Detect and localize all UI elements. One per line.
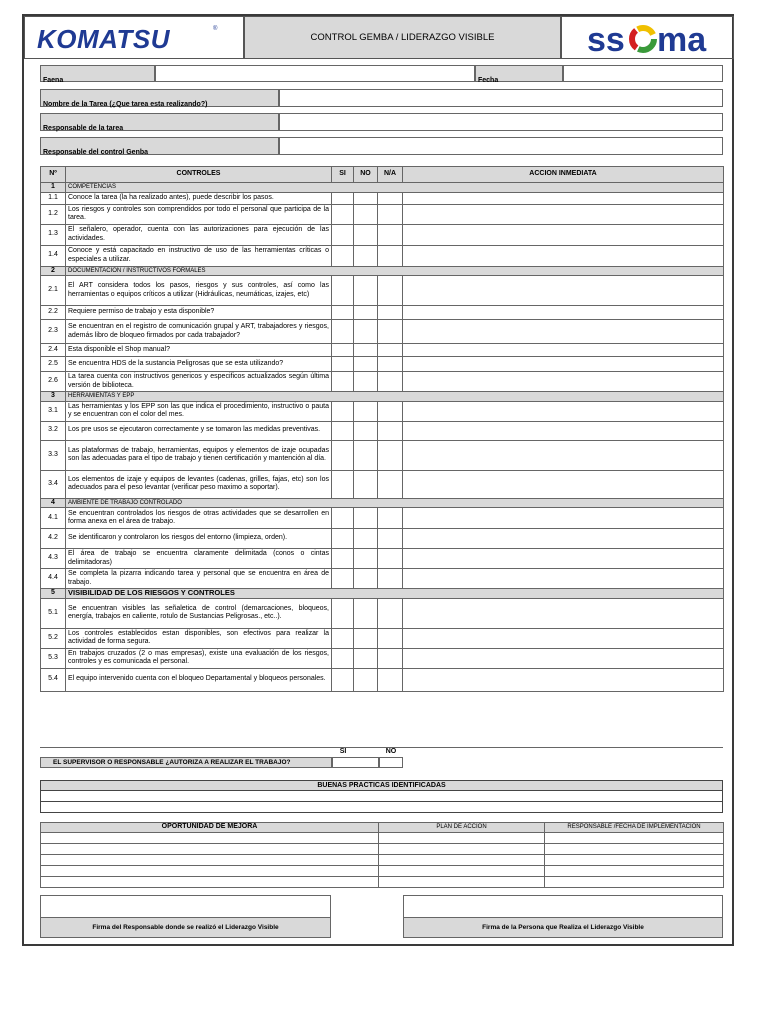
section-number: 5: [41, 589, 66, 599]
accion-inmediata-field[interactable]: [403, 306, 724, 320]
accion-inmediata-field[interactable]: [403, 320, 724, 344]
si-checkbox[interactable]: [332, 508, 354, 529]
accion-inmediata-field[interactable]: [403, 628, 724, 648]
faena-field[interactable]: [155, 65, 475, 82]
accion-inmediata-field[interactable]: [403, 421, 724, 440]
section-row: [41, 266, 724, 276]
accion-inmediata-field[interactable]: [403, 357, 724, 372]
responsable-fecha-field[interactable]: [545, 877, 724, 888]
accion-inmediata-field[interactable]: [403, 192, 724, 204]
accion-inmediata-field[interactable]: [403, 204, 724, 224]
section-number: 4: [41, 498, 66, 508]
na-checkbox[interactable]: [378, 357, 403, 372]
accion-inmediata-field[interactable]: [403, 668, 724, 691]
checklist-row: [41, 245, 724, 266]
item-text: El equipo intervenido cuenta con el bloqueo Departamental y bloqueos personales.: [66, 668, 332, 691]
item-number: 4.4: [41, 569, 66, 589]
mejora-row: [41, 877, 724, 888]
checklist-row: [41, 549, 724, 569]
accion-inmediata-field[interactable]: [403, 549, 724, 569]
responsable-fecha-field[interactable]: [545, 833, 724, 844]
si-checkbox[interactable]: [332, 204, 354, 224]
responsable-fecha-field[interactable]: [545, 844, 724, 855]
section-row: [41, 392, 724, 402]
accion-inmediata-field[interactable]: [403, 440, 724, 470]
si-checkbox[interactable]: [332, 276, 354, 306]
item-number: 1.2: [41, 204, 66, 224]
section-title: COMPETENCIAS: [66, 183, 724, 193]
responsable-control-label: Responsable del control Genba: [40, 137, 279, 155]
col-na-header: N/A: [378, 167, 403, 183]
na-checkbox[interactable]: [378, 440, 403, 470]
si-checkbox[interactable]: [332, 628, 354, 648]
item-text: Se completa la pizarra indicando tarea y personal que se encuentra en área de trabajo.: [66, 569, 332, 589]
buenas-practicas-header: BUENAS PRACTICAS IDENTIFICADAS: [40, 780, 723, 791]
na-checkbox[interactable]: [378, 648, 403, 668]
checklist-row: [41, 470, 724, 498]
si-checkbox[interactable]: [332, 440, 354, 470]
checklist-row: [41, 401, 724, 421]
item-number: 2.1: [41, 276, 66, 306]
responsable-tarea-label: Responsable de la tarea: [40, 113, 279, 131]
item-text: Los elementos de izaje y equipos de levantes (cadenas, grilles, fajas, etc) son los adecuados para el peso levantar (verificar peso maximo a soportar).: [66, 470, 332, 498]
responsable-control-field[interactable]: [279, 137, 723, 155]
authorization-si-box[interactable]: [332, 757, 379, 768]
section-title: VISIBILIDAD DE LOS RIESGOS Y CONTROLES: [66, 589, 724, 599]
si-checkbox[interactable]: [332, 401, 354, 421]
plan-accion-field[interactable]: [379, 855, 545, 866]
registered-mark-icon: ®: [213, 26, 218, 32]
header-right-logo-box: [561, 16, 734, 59]
checklist-row: [41, 648, 724, 668]
item-text: Se encuentran controlados los riesgos de otras actividades que se desarrollen en forma anexa en el área de trabajo.: [66, 508, 332, 529]
komatsu-logo: KOMATSU: [37, 24, 171, 54]
item-text: Requiere permiso de trabajo y esta disponible?: [66, 306, 332, 320]
na-checkbox[interactable]: [378, 508, 403, 529]
item-number: 5.2: [41, 628, 66, 648]
no-checkbox[interactable]: [354, 440, 378, 470]
section-number: 2: [41, 266, 66, 276]
item-text: Se encuentran visibles las señaletica de control (demarcaciones, bloqueos, energía, trabajos en caliente, rotulo de Sustancias Peligrosas., etc..).: [66, 598, 332, 628]
item-text: Las plataformas de trabajo, herramientas, equipos y elementos de izaje ocupadas son las adecuadas para el tipo de trabajo y tienen certificación y mantención al día.: [66, 440, 332, 470]
na-checkbox[interactable]: [378, 372, 403, 392]
accion-inmediata-field[interactable]: [403, 508, 724, 529]
faena-label: Faena: [40, 65, 155, 82]
tarea-field[interactable]: [279, 89, 723, 107]
item-number: 1.4: [41, 245, 66, 266]
na-checkbox[interactable]: [378, 668, 403, 691]
col-controles-header: CONTROLES: [66, 167, 332, 183]
form-sheet: [22, 14, 734, 946]
col-accion-header: ACCION INMEDIATA: [403, 167, 724, 183]
accion-inmediata-field[interactable]: [403, 224, 724, 245]
no-checkbox[interactable]: [354, 569, 378, 589]
item-number: 1.3: [41, 224, 66, 245]
mejora-row: [41, 833, 724, 844]
item-text: Se identificaron y controlaron los riesgos del entorno (limpieza, orden).: [66, 529, 332, 549]
checklist-row: [41, 440, 724, 470]
no-checkbox[interactable]: [354, 421, 378, 440]
item-text: El área de trabajo se encuentra claramente delimitada (conos o cintas delimitadoras): [66, 549, 332, 569]
item-text: Se encuentran en el registro de comunicación grupal y ART, trabajadores y riesgos, además libro de bloqueo firmados por cada trabajador?: [66, 320, 332, 344]
item-text: La tarea cuenta con instructivos genericos y especificos actualizados según última versión de biblioteca.: [66, 372, 332, 392]
na-checkbox[interactable]: [378, 204, 403, 224]
checklist-row: [41, 204, 724, 224]
firma-responsable-label: Firma del Responsable donde se realizó el Liderazgo Visible: [40, 917, 331, 938]
na-checkbox[interactable]: [378, 306, 403, 320]
item-number: 3.4: [41, 470, 66, 498]
checklist-row: [41, 372, 724, 392]
accion-inmediata-field[interactable]: [403, 569, 724, 589]
no-checkbox[interactable]: [354, 648, 378, 668]
na-checkbox[interactable]: [378, 320, 403, 344]
checklist-row: [41, 421, 724, 440]
checklist-row: [41, 668, 724, 691]
header-title-box: [244, 16, 561, 59]
col-no-header: NO: [354, 167, 378, 183]
oportunidad-field[interactable]: [41, 855, 379, 866]
svg-text:ma: ma: [657, 21, 707, 57]
na-checkbox[interactable]: [378, 421, 403, 440]
item-number: 1.1: [41, 192, 66, 204]
no-checkbox[interactable]: [354, 372, 378, 392]
firma-persona-label: Firma de la Persona que Realiza el Liderazgo Visible: [403, 917, 723, 938]
na-checkbox[interactable]: [378, 344, 403, 357]
item-text: El señalero, operador, cuenta con las autorizaciones para ejecución de las actividades.: [66, 224, 332, 245]
authorization-si-label: SI: [339, 748, 347, 755]
item-number: 2.5: [41, 357, 66, 372]
item-number: 3.2: [41, 421, 66, 440]
item-number: 2.2: [41, 306, 66, 320]
item-number: 3.3: [41, 440, 66, 470]
item-text: Esta disponible el Shop manual?: [66, 344, 332, 357]
fecha-field[interactable]: [563, 65, 723, 82]
na-checkbox[interactable]: [378, 628, 403, 648]
si-checkbox[interactable]: [332, 320, 354, 344]
section-title: AMBIENTE DE TRABAJO CONTROLADO: [66, 498, 724, 508]
checklist-row: [41, 598, 724, 628]
si-checkbox[interactable]: [332, 192, 354, 204]
accion-inmediata-field[interactable]: [403, 648, 724, 668]
no-checkbox[interactable]: [354, 224, 378, 245]
plan-accion-header: PLAN DE ACCION: [379, 823, 545, 833]
na-checkbox[interactable]: [378, 245, 403, 266]
si-checkbox[interactable]: [332, 549, 354, 569]
si-checkbox[interactable]: [332, 470, 354, 498]
oportunidad-field[interactable]: [41, 844, 379, 855]
no-checkbox[interactable]: [354, 320, 378, 344]
accion-inmediata-field[interactable]: [403, 245, 724, 266]
checklist-row: [41, 276, 724, 306]
mejora-row: [41, 844, 724, 855]
item-text: En trabajos cruzados (2 o mas empresas), existe una evaluación de los riesgos, controles y es comunicada el personal.: [66, 648, 332, 668]
authorization-question: EL SUPERVISOR O RESPONSABLE ¿AUTORIZA A REALIZAR EL TRABAJO?: [40, 757, 332, 768]
si-checkbox[interactable]: [332, 245, 354, 266]
item-text: Conoce la tarea (la ha realizado antes), puede describir los pasos.: [66, 192, 332, 204]
checklist-row: [41, 628, 724, 648]
na-checkbox[interactable]: [378, 401, 403, 421]
no-checkbox[interactable]: [354, 401, 378, 421]
na-checkbox[interactable]: [378, 192, 403, 204]
si-checkbox[interactable]: [332, 598, 354, 628]
item-text: Conoce y está capacitado en instructivo de uso de las herramientas críticas o especiales a utilizar.: [66, 245, 332, 266]
checklist-table: [40, 166, 724, 692]
checklist-row: [41, 306, 724, 320]
si-checkbox[interactable]: [332, 529, 354, 549]
responsable-fecha-field[interactable]: [545, 866, 724, 877]
item-text: Los riesgos y controles son comprendidos por todo el personal que participa de la tarea.: [66, 204, 332, 224]
si-checkbox[interactable]: [332, 569, 354, 589]
si-checkbox[interactable]: [332, 306, 354, 320]
mejora-row: [41, 866, 724, 877]
checklist-row: [41, 320, 724, 344]
oportunidad-header: OPORTUNIDAD DE MEJORA: [41, 823, 379, 833]
responsable-tarea-field[interactable]: [279, 113, 723, 131]
accion-inmediata-field[interactable]: [403, 401, 724, 421]
no-checkbox[interactable]: [354, 245, 378, 266]
no-checkbox[interactable]: [354, 628, 378, 648]
section-title: HERRAMIENTAS Y EPP: [66, 392, 724, 402]
checklist-row: [41, 357, 724, 372]
buenas-practicas-line-1[interactable]: [40, 791, 723, 802]
no-checkbox[interactable]: [354, 204, 378, 224]
item-number: 5.3: [41, 648, 66, 668]
ssoma-logo-graphic: [587, 21, 727, 57]
col-si-header: SI: [332, 167, 354, 183]
no-checkbox[interactable]: [354, 668, 378, 691]
no-checkbox[interactable]: [354, 508, 378, 529]
section-number: 1: [41, 183, 66, 193]
na-checkbox[interactable]: [378, 549, 403, 569]
si-checkbox[interactable]: [332, 421, 354, 440]
item-number: 2.6: [41, 372, 66, 392]
buenas-practicas-line-2[interactable]: [40, 802, 723, 813]
page-title: CONTROL GEMBA / LIDERAZGO VISIBLE: [310, 32, 495, 43]
item-number: 2.4: [41, 344, 66, 357]
tarea-label: Nombre de la Tarea (¿Que tarea esta realizando?): [40, 89, 279, 107]
si-checkbox[interactable]: [332, 668, 354, 691]
section-row: [41, 183, 724, 193]
no-checkbox[interactable]: [354, 598, 378, 628]
no-checkbox[interactable]: [354, 276, 378, 306]
fecha-label: Fecha: [475, 65, 563, 82]
mejora-header-row: [41, 823, 724, 833]
header-left-logo-box: [24, 16, 244, 59]
na-checkbox[interactable]: [378, 529, 403, 549]
na-checkbox[interactable]: [378, 276, 403, 306]
si-checkbox[interactable]: [332, 224, 354, 245]
accion-inmediata-field[interactable]: [403, 276, 724, 306]
plan-accion-field[interactable]: [379, 877, 545, 888]
item-text: Las herramientas y los EPP son las que indica el procedimiento, instructivo o pauta y se encuentran con el color del mes.: [66, 401, 332, 421]
mejora-row: [41, 855, 724, 866]
responsable-fecha-field[interactable]: [545, 855, 724, 866]
item-number: 5.1: [41, 598, 66, 628]
checklist-row: [41, 192, 724, 204]
item-number: 3.1: [41, 401, 66, 421]
plan-accion-field[interactable]: [379, 844, 545, 855]
col-num-header: Nº: [41, 167, 66, 183]
accion-inmediata-field[interactable]: [403, 470, 724, 498]
si-checkbox[interactable]: [332, 648, 354, 668]
item-number: 4.2: [41, 529, 66, 549]
checklist-header-row: [41, 167, 724, 183]
checklist-row: [41, 344, 724, 357]
section-row: [41, 589, 724, 599]
si-checkbox[interactable]: [332, 372, 354, 392]
no-checkbox[interactable]: [354, 306, 378, 320]
plan-accion-field[interactable]: [379, 866, 545, 877]
oportunidad-field[interactable]: [41, 877, 379, 888]
authorization-no-box[interactable]: [379, 757, 403, 768]
item-text: Los controles establecidos estan disponibles, son efectivos para realizar la actividad de forma segura.: [66, 628, 332, 648]
na-checkbox[interactable]: [378, 470, 403, 498]
no-checkbox[interactable]: [354, 357, 378, 372]
no-checkbox[interactable]: [354, 470, 378, 498]
accion-inmediata-field[interactable]: [403, 529, 724, 549]
item-text: Se encuentra HDS de la sustancia Peligrosas que se esta utilizando?: [66, 357, 332, 372]
section-title: DOCUMENTACION / INSTRUCTIVOS FORMALES: [66, 266, 724, 276]
item-number: 2.3: [41, 320, 66, 344]
section-number: 3: [41, 392, 66, 402]
no-checkbox[interactable]: [354, 529, 378, 549]
na-checkbox[interactable]: [378, 569, 403, 589]
na-checkbox[interactable]: [378, 224, 403, 245]
checklist-row: [41, 224, 724, 245]
item-number: 4.1: [41, 508, 66, 529]
item-number: 4.3: [41, 549, 66, 569]
no-checkbox[interactable]: [354, 192, 378, 204]
item-number: 5.4: [41, 668, 66, 691]
accion-inmediata-field[interactable]: [403, 598, 724, 628]
svg-text:ss: ss: [587, 21, 625, 57]
accion-inmediata-field[interactable]: [403, 372, 724, 392]
item-text: Los pre usos se ejecutaron correctamente y se tomaron las medidas preventivas.: [66, 421, 332, 440]
checklist-row: [41, 569, 724, 589]
checklist-row: [41, 508, 724, 529]
plan-accion-field[interactable]: [379, 833, 545, 844]
si-checkbox[interactable]: [332, 357, 354, 372]
section-row: [41, 498, 724, 508]
authorization-no-label: NO: [385, 748, 397, 755]
mejora-table: [40, 822, 724, 888]
responsable-fecha-header: RESPONSABLE /FECHA DE IMPLEMENTACIÓN: [545, 823, 724, 833]
si-checkbox[interactable]: [332, 344, 354, 357]
oportunidad-field[interactable]: [41, 866, 379, 877]
checklist-row: [41, 529, 724, 549]
no-checkbox[interactable]: [354, 344, 378, 357]
oportunidad-field[interactable]: [41, 833, 379, 844]
accion-inmediata-field[interactable]: [403, 344, 724, 357]
na-checkbox[interactable]: [378, 598, 403, 628]
item-text: El ART considera todos los pasos, riesgos y sus controles, así como las herramientas o equipos críticos a utilizar (Hidráulicas, neumáticas, izajes, etc): [66, 276, 332, 306]
no-checkbox[interactable]: [354, 549, 378, 569]
ssoma-logo: [587, 21, 727, 57]
